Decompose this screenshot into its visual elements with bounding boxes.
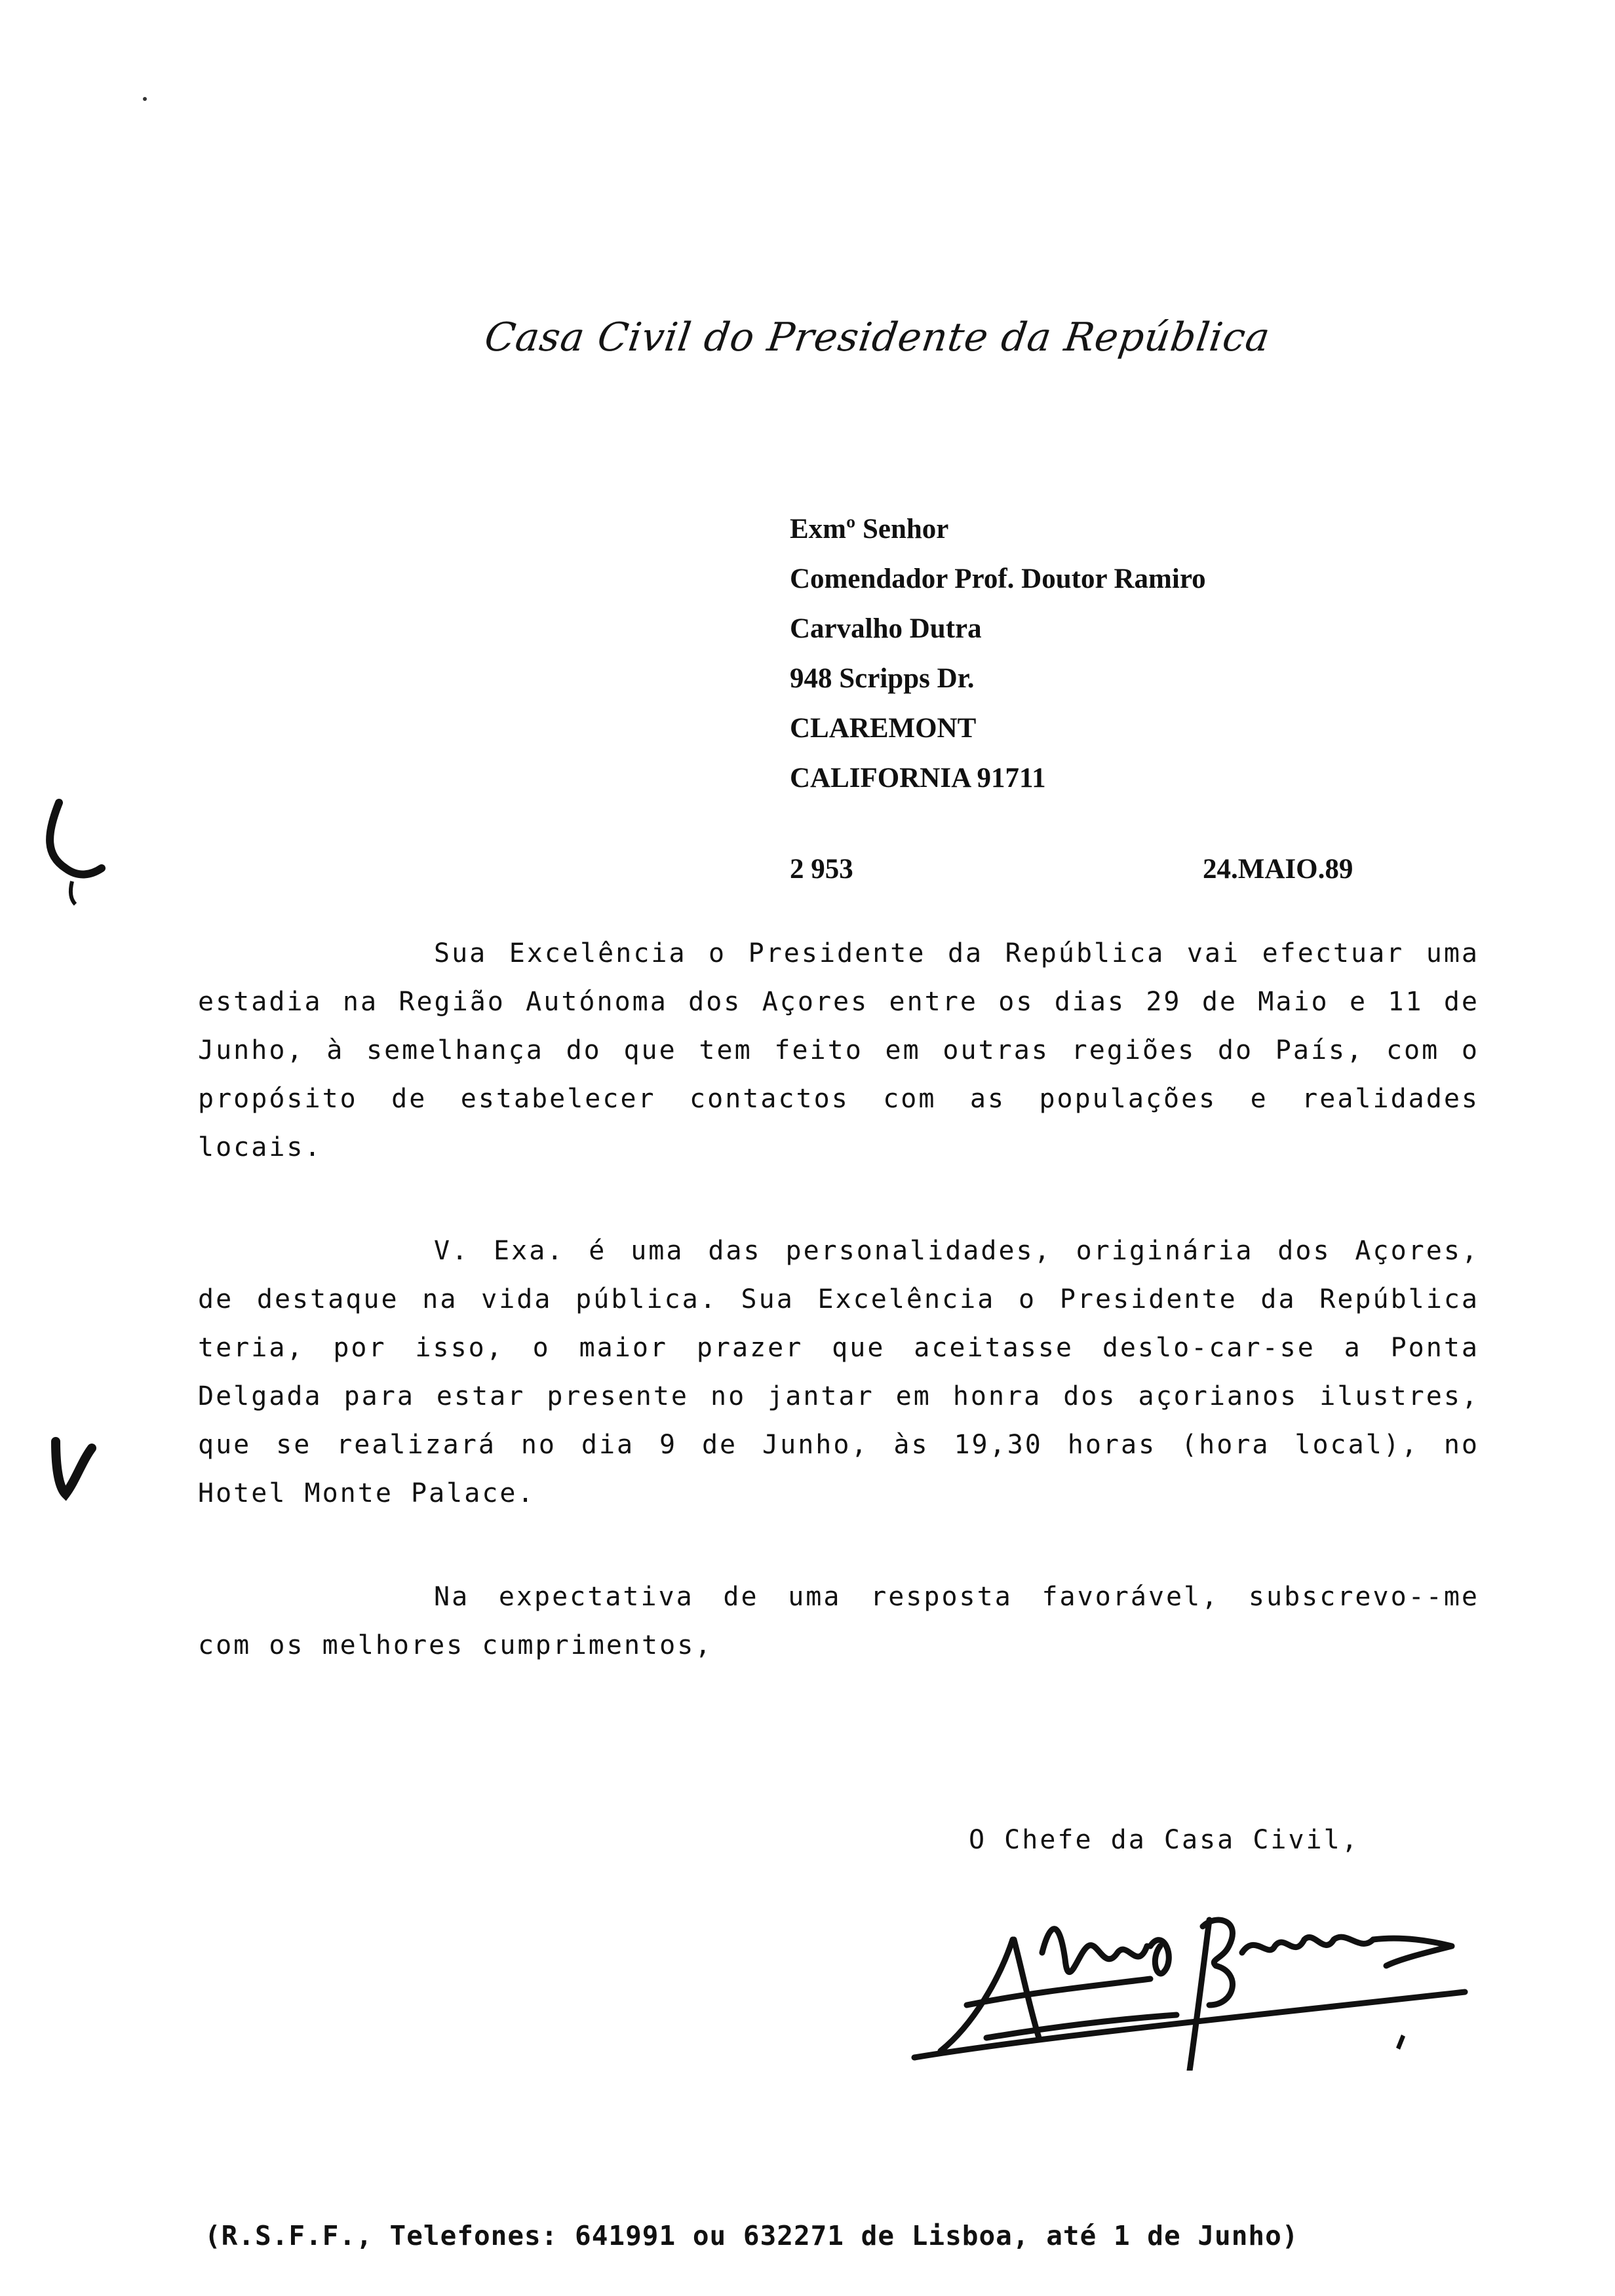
body-paragraph: Na expectativa de uma resposta favorável, subscrevo--me com os melhores cumprimentos, bbox=[198, 1582, 1479, 1660]
recipient-line: Carvalho Dutra bbox=[790, 613, 982, 644]
closing-title: O Chefe da Casa Civil, bbox=[969, 1825, 1359, 1855]
handwritten-signature bbox=[901, 1874, 1478, 2071]
recipient-line: CALIFORNIA 91711 bbox=[790, 763, 1046, 794]
margin-mark bbox=[46, 1422, 105, 1507]
letter-date: 24.MAIO.89 bbox=[1203, 854, 1353, 885]
letterhead: Casa Civil do Presidente da República bbox=[482, 315, 1274, 360]
recipient-line: 948 Scripps Dr. bbox=[790, 663, 975, 694]
recipient-address bbox=[790, 505, 1206, 803]
body-paragraph: Sua Excelência o Presidente da República vai efectuar uma estadia na Região Autónoma dos Açores entre os dias 29 de Maio e 11 de Junho, à semelhança do que tem feito em outras regiões do País, com o propósito de estabelecer contactos com as populações e realidades locais. bbox=[198, 938, 1479, 1162]
reference-number: 2 953 bbox=[790, 854, 853, 885]
recipient-line: Comendador Prof. Doutor Ramiro bbox=[790, 564, 1206, 594]
recipient-line: Exmº Senhor bbox=[790, 514, 949, 545]
body-paragraph: V. Exa. é uma das personalidades, originária dos Açores, de destaque na vida pública. Sua Excelência o Presidente da República teria, por isso, o maior prazer que aceitasse deslo-car-se a Ponta Delgada para estar presente no jantar em honra dos açorianos ilustres, que se realizará no dia 9 de Junho, às 19,30 horas (hora local), no Hotel Monte Palace. bbox=[198, 1236, 1479, 1508]
recipient-line: CLAREMONT bbox=[790, 713, 977, 744]
margin-mark bbox=[39, 796, 111, 908]
speck-mark bbox=[142, 96, 148, 102]
footer-note: (R.S.F.F., Telefones: 641991 ou 632271 de Lisboa, até 1 de Junho) bbox=[204, 2220, 1299, 2251]
